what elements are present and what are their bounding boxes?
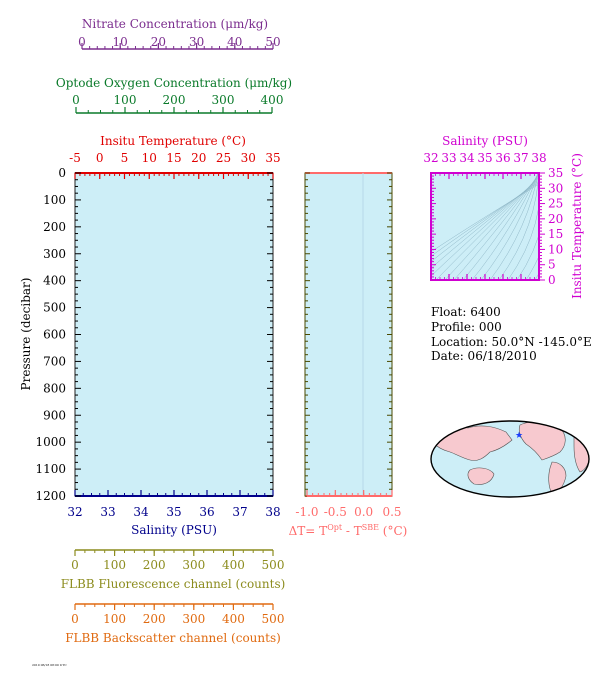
salinity-tick-label: 33 <box>100 505 116 519</box>
ts-temperature-tick-label: 15 <box>548 227 564 242</box>
fluorescence-tick-label: 100 <box>103 558 127 572</box>
ts-temperature-tick-label: 20 <box>548 211 564 226</box>
ts-salinity-axis-label: Salinity (PSU) <box>442 134 528 148</box>
ts-temperature-tick-label: 5 <box>548 257 556 272</box>
nitrate-axis-label: Nitrate Concentration (μm/kg) <box>81 17 269 31</box>
nitrate-tick-label: 10 <box>112 35 128 49</box>
fluorescence-tick-label: 400 <box>221 558 245 572</box>
backscatter-tick-label: 400 <box>221 612 245 626</box>
info-location: Location: 50.0°N -145.0°E <box>431 335 592 349</box>
nitrate-tick-label: 20 <box>150 35 167 49</box>
fluorescence-tick-label: 300 <box>182 558 206 572</box>
delta-plot-area <box>305 173 392 496</box>
pressure-tick-label: 1000 <box>35 435 66 450</box>
backscatter-tick-label: 200 <box>142 612 166 626</box>
backscatter-axis-label: FLBB Backscatter channel (counts) <box>65 631 281 645</box>
salinity-axis-label: Salinity (PSU) <box>131 523 217 537</box>
pressure-tick-label: 400 <box>43 273 66 288</box>
pressure-tick-label: 200 <box>43 219 66 234</box>
ts-salinity-tick-label: 33 <box>441 151 457 165</box>
oxygen-tick-label: 300 <box>211 93 235 107</box>
ts-plot-area <box>431 173 539 280</box>
pressure-tick-label: 1200 <box>35 489 66 503</box>
ts-temperature-tick-label: 10 <box>548 242 564 257</box>
backscatter-tick-label: 300 <box>182 612 206 626</box>
ts-salinity-tick-label: 34 <box>459 151 475 165</box>
temperature-tick-label: 35 <box>265 151 281 165</box>
nitrate-tick-label: 50 <box>265 35 281 49</box>
nitrate-tick-label: 30 <box>188 35 205 49</box>
oxygen-axis-label: Optode Oxygen Concentration (μm/kg) <box>55 76 293 90</box>
oxygen-tick-label: 400 <box>260 93 284 107</box>
pressure-tick-label: 100 <box>43 192 66 207</box>
delta-tick-label: -0.5 <box>323 505 347 519</box>
pressure-tick-label: 500 <box>43 300 66 315</box>
salinity-tick-label: 36 <box>199 505 215 519</box>
nitrate-tick-label: 40 <box>227 35 243 49</box>
pressure-tick-label: 900 <box>43 408 66 423</box>
oxygen-tick-label: 0 <box>72 93 80 107</box>
ts-temperature-tick-label: 30 <box>548 181 564 196</box>
salinity-tick-label: 35 <box>166 505 182 519</box>
pressure-tick-label: 1100 <box>35 462 66 477</box>
ts-salinity-tick-label: 38 <box>531 151 547 165</box>
ts-temperature-axis-label: Insitu Temperature (°C) <box>570 153 584 299</box>
world-map <box>431 421 590 497</box>
backscatter-tick-label: 500 <box>261 612 285 626</box>
fluorescence-tick-label: 500 <box>261 558 285 572</box>
nitrate-tick-label: 0 <box>78 35 86 49</box>
delta-tick-label: -1.0 <box>295 505 319 519</box>
ts-temperature-tick-label: 0 <box>548 273 556 287</box>
salinity-tick-label: 37 <box>232 505 248 519</box>
temperature-tick-label: 30 <box>240 151 256 165</box>
salinity-tick-label: 38 <box>265 505 281 519</box>
pressure-tick-label: 800 <box>43 381 66 396</box>
ts-salinity-tick-label: 32 <box>423 151 439 165</box>
footer-stamp: 2010 06/18 08:00 UTC <box>32 663 67 667</box>
temperature-tick-label: 0 <box>95 151 104 165</box>
delta-tick-label: 0.5 <box>382 505 402 519</box>
fluorescence-tick-label: 0 <box>71 558 79 572</box>
pressure-tick-label: 300 <box>43 246 66 261</box>
delta-axis-label: $\Delta T= T^{Opt} - T^{SBE}$ (°C) <box>288 523 408 538</box>
pressure-tick-label: 600 <box>43 327 66 342</box>
oxygen-tick-label: 100 <box>113 93 137 107</box>
temperature-axis-label: Insitu Temperature (°C) <box>100 134 246 148</box>
ts-salinity-tick-label: 37 <box>513 151 529 165</box>
fluorescence-axis-label: FLBB Fluorescence channel (counts) <box>60 577 286 591</box>
temperature-tick-label: 25 <box>215 151 232 165</box>
info-date: Date: 06/18/2010 <box>431 349 537 363</box>
temperature-tick-label: 15 <box>166 151 182 165</box>
ts-salinity-tick-label: 35 <box>477 151 493 165</box>
info-profile: Profile: 000 <box>431 320 502 334</box>
float-location-marker: ★ <box>514 431 524 441</box>
temperature-tick-label: -5 <box>69 151 81 165</box>
oxygen-tick-label: 200 <box>162 93 186 107</box>
temperature-tick-label: 10 <box>141 151 157 165</box>
salinity-tick-label: 34 <box>133 505 149 519</box>
temperature-tick-label: 20 <box>191 151 207 165</box>
delta-tick-label: 0.0 <box>354 505 374 519</box>
main-plot-area <box>75 173 273 496</box>
salinity-tick-label: 32 <box>67 505 83 519</box>
backscatter-tick-label: 0 <box>71 612 79 626</box>
pressure-tick-label: 0 <box>58 166 66 180</box>
temperature-tick-label: 5 <box>120 151 129 165</box>
ts-temperature-tick-label: 25 <box>548 196 564 211</box>
info-float: Float: 6400 <box>431 305 501 319</box>
fluorescence-tick-label: 200 <box>142 558 166 572</box>
ts-salinity-tick-label: 36 <box>495 151 511 165</box>
pressure-tick-label: 700 <box>43 354 66 369</box>
ts-temperature-tick-label: 35 <box>548 166 564 180</box>
pressure-axis-label: Pressure (decibar) <box>19 277 33 391</box>
backscatter-tick-label: 100 <box>103 612 127 626</box>
